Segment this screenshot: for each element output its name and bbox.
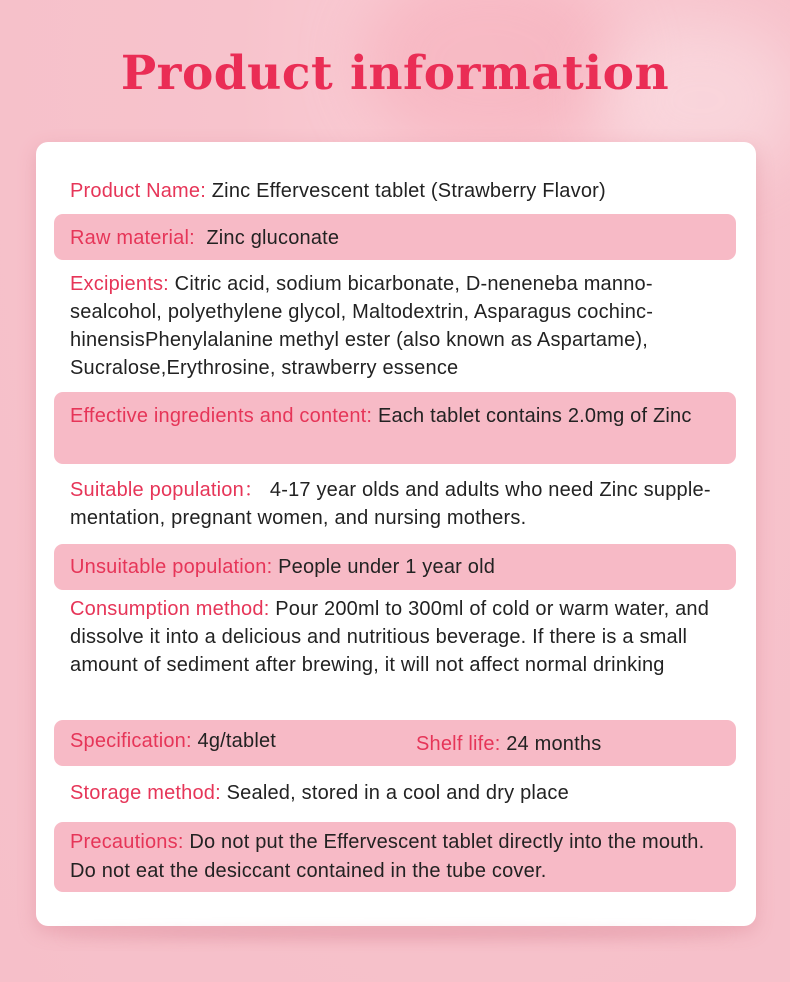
effective-ingredients-row [54, 392, 736, 464]
page-title: Product information [120, 46, 670, 101]
specification-label: Specification: [70, 730, 192, 752]
suitable-population-value: 4-17 year olds and adults who need Zinc supple-mentation, pregnant women, and nursing mothers. [70, 479, 711, 529]
product-name-row [54, 178, 736, 204]
product-name-label: Product Name: [70, 180, 206, 202]
specification-row [54, 720, 736, 766]
suitable-population-row [54, 476, 736, 532]
unsuitable-population-label: Unsuitable population: [70, 556, 273, 578]
excipients-row [54, 270, 736, 382]
precautions-value: Do not put the Effervescent tablet directly into the mouth. Do not eat the desiccant contained in the tube cover. [70, 831, 705, 882]
product-info-card [36, 142, 756, 926]
raw-material-value: Zinc gluconate [194, 227, 340, 249]
specification-value: 4g/tablet [191, 730, 277, 752]
precautions-row [54, 822, 736, 892]
storage-method-row [54, 780, 736, 806]
effective-ingredients-value: Each tablet contains 2.0mg of Zinc [372, 405, 692, 427]
precautions-label: Precautions: [70, 831, 184, 853]
unsuitable-population-value: People under 1 year old [272, 556, 496, 578]
shelf-life-label: Shelf life: [416, 733, 501, 755]
raw-material-label: Raw material: [70, 227, 195, 249]
excipients-value: Citric acid, sodium bicarbonate, D-neneneba manno-sealcohol, polyethylene glycol, Maltodextrin, Asparagus cochinc-hinensisPhenylalanine methyl ester (also known as Aspartame), Sucralose,Erythrosine, strawberry essence [70, 273, 654, 379]
raw-material-row [54, 214, 736, 260]
effective-ingredients-label: Effective ingredients and content: [70, 405, 373, 427]
consumption-method-value: Pour 200ml to 300ml of cold or warm water, and dissolve it into a delicious and nutritious beverage. If there is a small amount of sediment after brewing, it will not affect normal drinking [70, 598, 710, 676]
storage-method-label: Storage method: [70, 782, 221, 804]
suitable-population-label: Suitable population： [70, 479, 265, 501]
unsuitable-population-row [54, 544, 736, 590]
excipients-label: Excipients: [70, 273, 169, 295]
card-shadow [60, 930, 730, 940]
shelf-life [416, 731, 601, 757]
consumption-method-row [54, 595, 736, 679]
product-name-value: Zinc Effervescent tablet (Strawberry Flavor) [206, 180, 606, 202]
storage-method-value: Sealed, stored in a cool and dry place [220, 782, 569, 804]
consumption-method-label: Consumption method: [70, 598, 270, 620]
shelf-life-value: 24 months [500, 733, 602, 755]
